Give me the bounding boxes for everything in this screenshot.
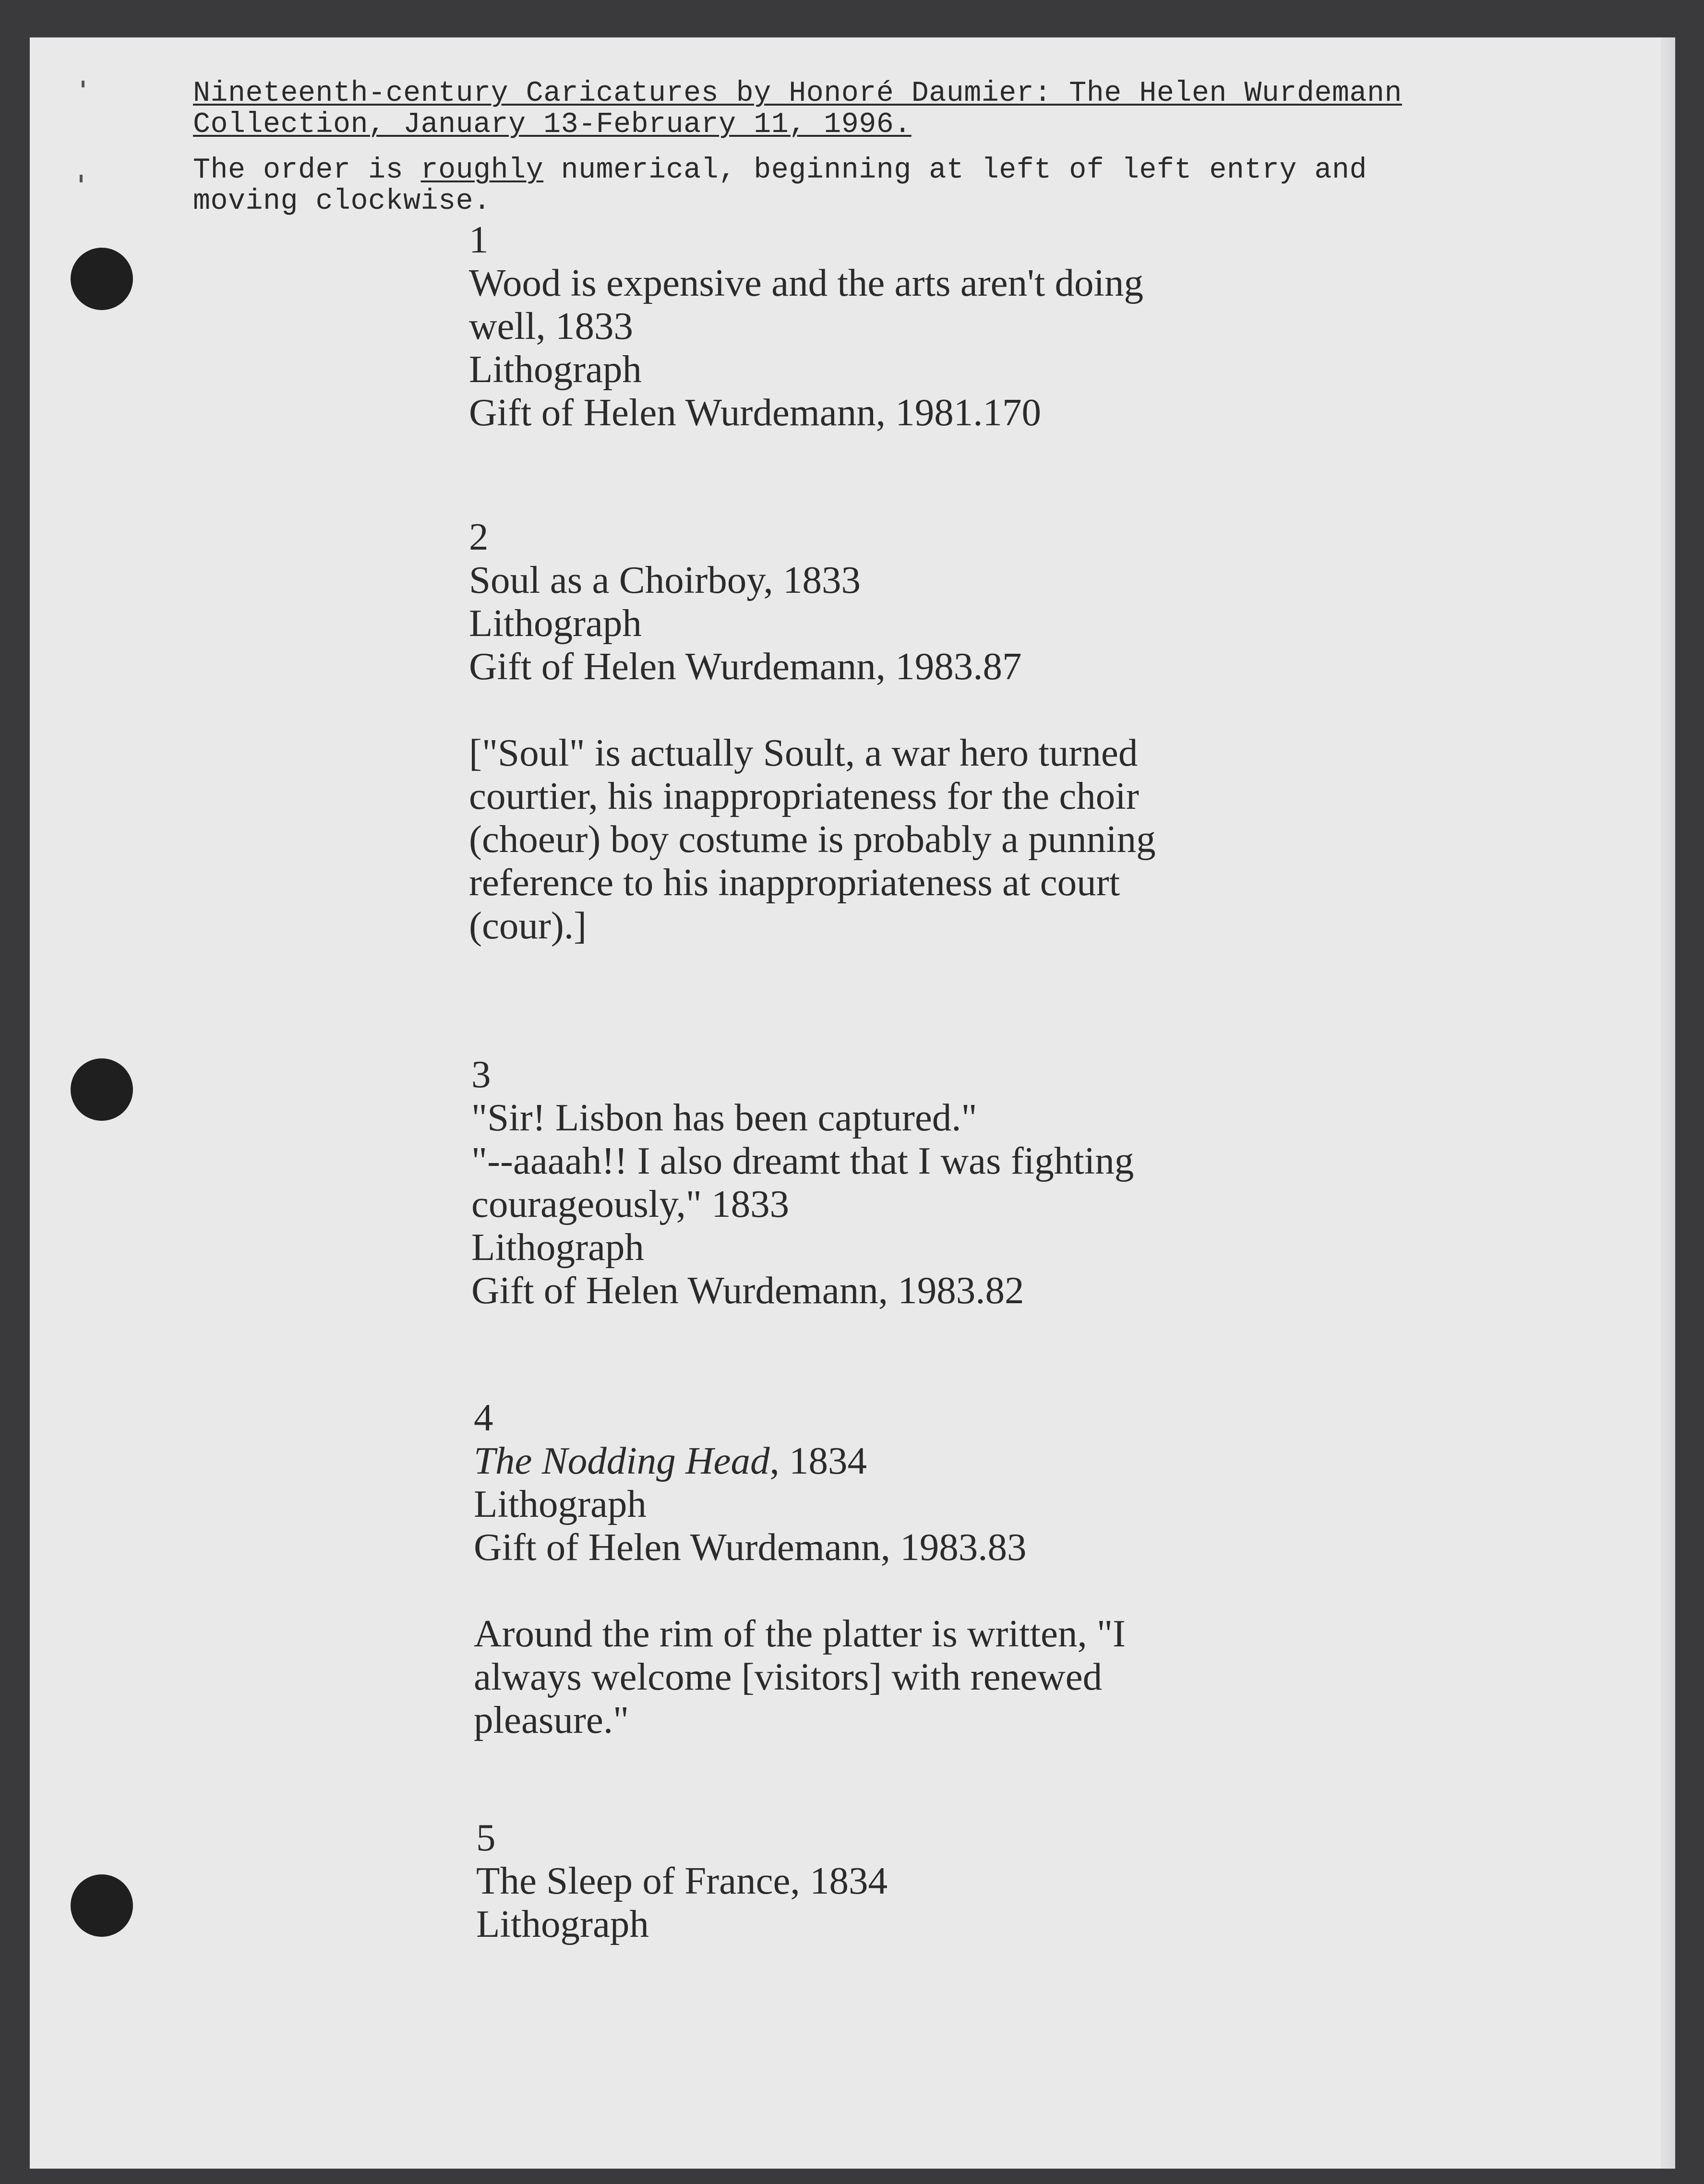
entry-4-note-line3: pleasure." (474, 1698, 629, 1741)
staple-mark-bottom (80, 175, 83, 182)
entry-4-note-line2: always welcome [visitors] with renewed (474, 1655, 1103, 1698)
entry-5-title: The Sleep of France, 1834 (476, 1859, 888, 1902)
entry-1-number: 1 (469, 218, 489, 261)
order-note-suffix: numerical, beginning at left of left entry and (543, 154, 1367, 187)
entry-3-title-line3: courageously," 1833 (471, 1182, 790, 1225)
entry-2-title: Soul as a Choirboy, 1833 (469, 558, 861, 601)
order-note-line1 (193, 155, 1367, 186)
entry-1-credit: Gift of Helen Wurdemann, 1981.170 (469, 391, 1041, 434)
entry-4-number: 4 (474, 1396, 493, 1439)
entry-2-note-line3: (choeur) boy costume is probably a punning (469, 817, 1156, 861)
hole-punch-top (71, 248, 133, 310)
entry-2-note-line4: reference to his inappropriateness at court (469, 861, 1120, 904)
entry-2-note-line5: (cour).] (469, 904, 587, 947)
entry-3-number: 3 (471, 1053, 491, 1096)
entry-5-number: 5 (476, 1816, 496, 1859)
entry-4-medium: Lithograph (474, 1482, 647, 1525)
hole-punch-middle (71, 1058, 133, 1121)
entry-4-title-italic: The Nodding Head (474, 1439, 770, 1482)
entry-4-title-year: , 1834 (769, 1439, 867, 1482)
entry-4-title (474, 1439, 867, 1482)
entry-2-note-line2: courtier, his inappropriateness for the choir (469, 774, 1139, 817)
entry-1-medium: Lithograph (469, 348, 642, 391)
entry-2-medium: Lithograph (469, 601, 642, 645)
entry-2-credit: Gift of Helen Wurdemann, 1983.87 (469, 645, 1022, 688)
document-title-line1: Nineteenth-century Caricatures by Honoré Daumier: The Helen Wurdemann (193, 77, 1402, 110)
entry-4-note-line1: Around the rim of the platter is written, "I (474, 1612, 1126, 1655)
entry-3-credit: Gift of Helen Wurdemann, 1983.82 (471, 1269, 1024, 1312)
entry-2-note-line1: ["Soul" is actually Soult, a war hero turned (469, 731, 1138, 774)
entry-1-title-line1: Wood is expensive and the arts aren't doing (469, 261, 1143, 304)
order-note-emphasis: roughly (420, 154, 544, 187)
entry-4-credit: Gift of Helen Wurdemann, 1983.83 (474, 1525, 1027, 1569)
entry-1-title-line2: well, 1833 (469, 304, 633, 348)
entry-3-medium: Lithograph (471, 1225, 644, 1269)
staple-mark-top (82, 81, 84, 87)
entry-2-number: 2 (469, 515, 489, 558)
page-edge-shadow (1661, 37, 1675, 2169)
entry-3-title-line2: "--aaaah!! I also dreamt that I was fighting (471, 1139, 1134, 1182)
document-title-line2: Collection, January 13-February 11, 1996. (193, 108, 912, 141)
document-page (30, 37, 1675, 2169)
entry-3-title-line1: "Sir! Lisbon has been captured." (471, 1096, 977, 1139)
entry-5-medium: Lithograph (476, 1902, 649, 1945)
order-note-prefix: The order is (193, 154, 421, 187)
hole-punch-bottom (71, 1874, 133, 1937)
order-note-line2: moving clockwise. (193, 185, 491, 218)
